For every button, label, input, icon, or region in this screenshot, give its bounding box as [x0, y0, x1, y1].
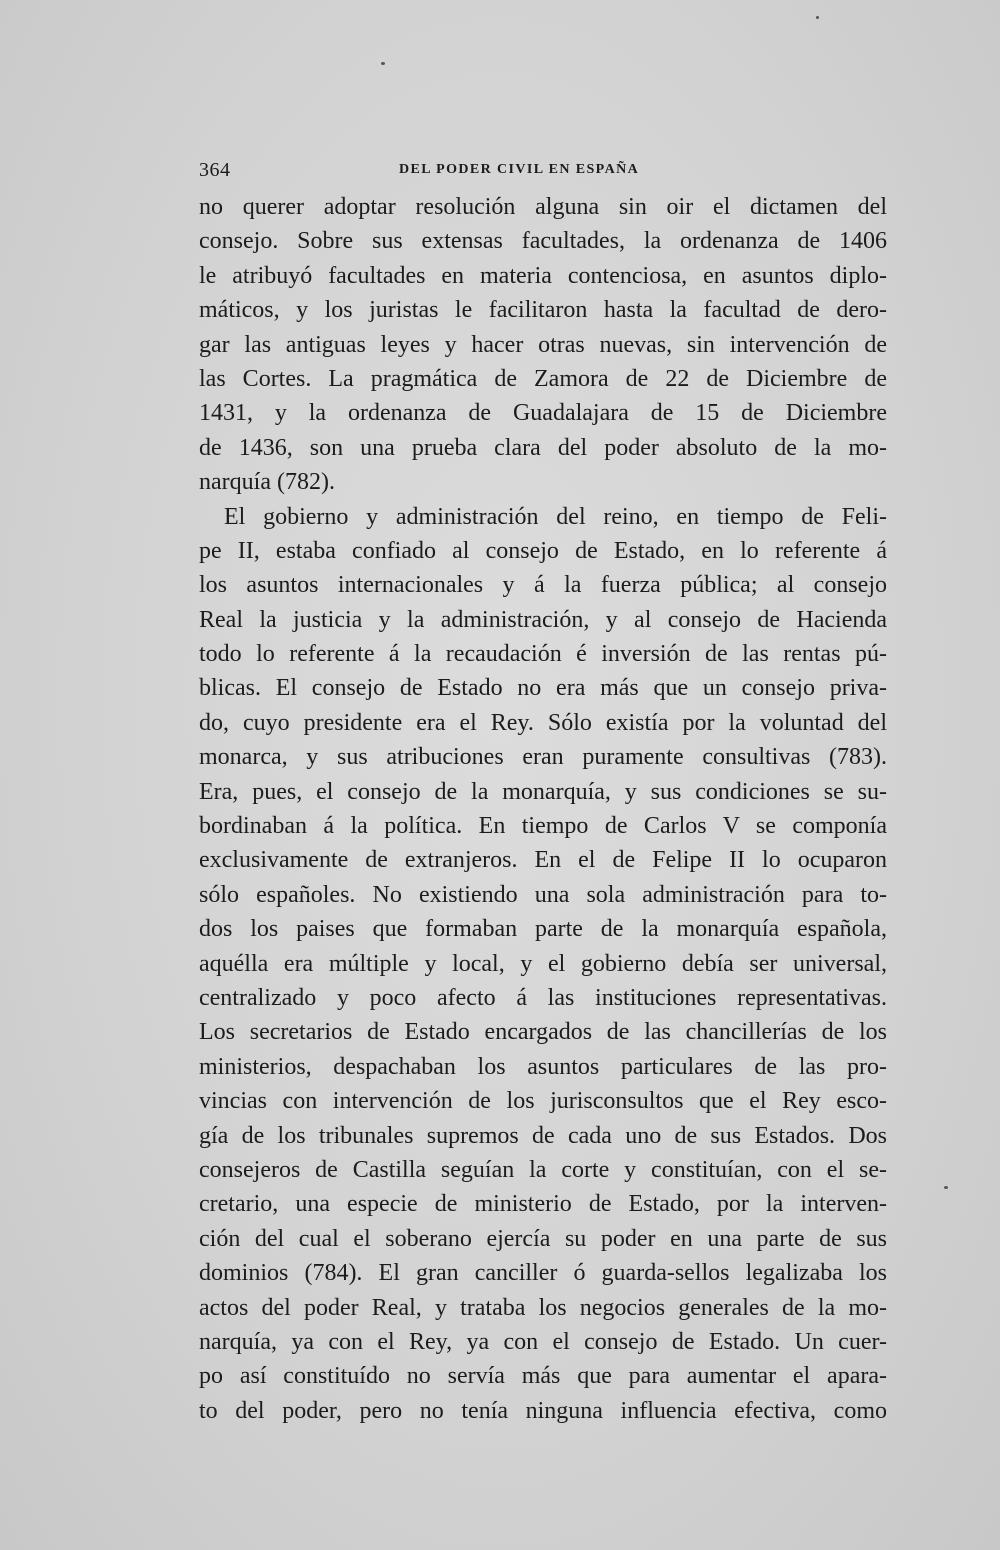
text-line: máticos, y los juristas le facilitaron hasta la facultad de dero- [199, 297, 887, 324]
text-line: blicas. El consejo de Estado no era más que un consejo priva- [199, 675, 887, 702]
text-line: las Cortes. La pragmática de Zamora de 22 de Diciembre de [199, 365, 887, 392]
text-line: actos del poder Real, y trataba los negocios generales de la mo- [199, 1294, 887, 1321]
text-line: aquélla era múltiple y local, y el gobierno debía ser universal, [199, 950, 887, 977]
text-line: consejo. Sobre sus extensas facultades, la ordenanza de 1406 [199, 228, 887, 255]
text-line: dos los paises que formaban parte de la monarquía española, [199, 916, 887, 943]
text-line: to del poder, pero no tenía ninguna influencia efectiva, como [199, 1397, 887, 1424]
text-line: centralizado y poco afecto á las instituciones representativas. [199, 984, 887, 1011]
text-line: exclusivamente de extranjeros. En el de Felipe II lo ocuparon [199, 847, 887, 874]
text-line: los asuntos internacionales y á la fuerza pública; al consejo [199, 572, 887, 599]
text-line: 1431, y la ordenanza de Guadalajara de 15 de Diciembre [199, 400, 887, 427]
text-line: no querer adoptar resolución alguna sin oir el dictamen del [199, 194, 887, 220]
text-line: ción del cual el soberano ejercía su poder en una parte de sus [199, 1225, 887, 1252]
body-text [199, 190, 887, 1428]
text-line: le atribuyó facultades en materia contenciosa, en asuntos diplo- [199, 262, 887, 289]
text-line: El gobierno y administración del reino, en tiempo de Feli- [224, 503, 887, 530]
text-line: gar las antiguas leyes y hacer otras nuevas, sin intervención de [199, 331, 887, 358]
text-line: de 1436, son una prueba clara del poder absoluto de la mo- [199, 434, 887, 461]
text-line: pe II, estaba confiado al consejo de Estado, en lo referente á [199, 537, 887, 564]
text-line: dominios (784). El gran canciller ó guarda-sellos legalizaba los [199, 1260, 887, 1287]
text-line: consejeros de Castilla seguían la corte y constituían, con el se- [199, 1156, 887, 1183]
text-line: Los secretarios de Estado encargados de las chancillerías de los [199, 1019, 887, 1046]
text-line: Era, pues, el consejo de la monarquía, y sus condiciones se su- [199, 778, 887, 805]
text-line: do, cuyo presidente era el Rey. Sólo existía por la voluntad del [199, 709, 887, 736]
text-line: narquía, ya con el Rey, ya con el consejo de Estado. Un cuer- [199, 1328, 887, 1355]
page-header [199, 155, 679, 185]
paper-speck [944, 1186, 948, 1189]
paragraph-2 [199, 500, 887, 1429]
text-line: narquía (782). [199, 469, 335, 496]
paragraph-1 [199, 190, 887, 500]
text-line: monarca, y sus atribuciones eran puramente consultivas (783). [199, 744, 887, 771]
text-line: po así constituído no servía más que para aumentar el apara- [199, 1363, 887, 1390]
paper-speck [381, 62, 385, 65]
running-title: DEL PODER CIVIL EN ESPAÑA [399, 162, 640, 177]
text-line: cretario, una especie de ministerio de Estado, por la interven- [199, 1191, 887, 1218]
paper-speck [816, 16, 819, 19]
text-line: gía de los tribunales supremos de cada uno de sus Estados. Dos [199, 1122, 887, 1149]
text-line: vincias con intervención de los jurisconsultos que el Rey esco- [199, 1088, 887, 1115]
text-line: bordinaban á la política. En tiempo de Carlos V se componía [199, 813, 887, 840]
text-line: sólo españoles. No existiendo una sola administración para to- [199, 881, 887, 908]
text-line: ministerios, despachaban los asuntos particulares de las pro- [199, 1053, 887, 1080]
text-line: todo lo referente á la recaudación é inversión de las rentas pú- [199, 641, 887, 668]
text-line: Real la justicia y la administración, y al consejo de Hacienda [199, 606, 887, 633]
page-number: 364 [199, 159, 231, 181]
